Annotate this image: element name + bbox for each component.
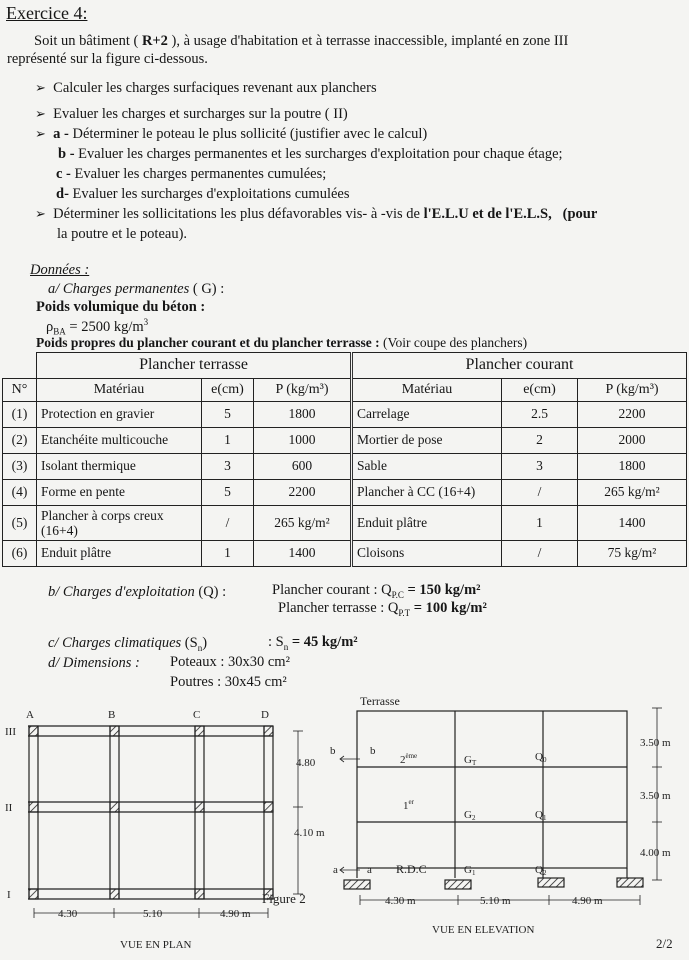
col-e-courant: e(cm) — [502, 378, 578, 401]
col-e-terrasse: e(cm) — [202, 378, 254, 401]
section-d: d/ Dimensions : — [48, 655, 140, 671]
plan-labels — [5, 709, 325, 951]
col-label-b: B — [108, 709, 116, 721]
col-materiau-terrasse: Matériau — [37, 378, 202, 401]
section-b-right: b — [370, 745, 376, 757]
elev-height-1: 3.50 m — [640, 737, 671, 749]
table-row: (4) Forme en pente 5 2200 Plancher à CC (16+4) / 265 kg/m² — [3, 479, 687, 505]
col-no: N° — [3, 378, 37, 401]
task-1: ➢ Calculer les charges surfaciques revenant aux planchers — [35, 80, 377, 96]
sn-value: : $S_n = 45$ kg/m² — [268, 634, 358, 652]
table-row: (1) Protection en gravier 5 1800 Carrelage 2.5 2200 — [3, 401, 687, 427]
arrow-bullet-icon: ➢ — [35, 126, 46, 141]
arrow-bullet-icon: ➢ — [35, 206, 46, 221]
row-label-ii: II — [5, 802, 13, 814]
task-3c: c - Evaluer les charges permanentes cumulées; — [56, 166, 327, 182]
col-p-courant: P (kg/m³) — [578, 378, 687, 401]
elev-height-2: 3.50 m — [640, 790, 671, 802]
section-a: a/ Charges permanentes ( G) : — [48, 281, 225, 297]
header-plancher-terrasse: Plancher terrasse — [37, 353, 352, 379]
table-row: (5) Plancher à corps creux (16+4) / 265 kg/m² Enduit plâtre 1 1400 — [3, 505, 687, 540]
q2-label: Q2 — [535, 864, 547, 877]
plan-dim-x1: 4.30 — [58, 908, 78, 920]
poteaux-dim: Poteaux : 30x30 cm² — [170, 654, 290, 670]
rho-value: $\rho_{BA} = 2500$ $kg/m^3$ — [46, 317, 149, 337]
table-row: (6) Enduit plâtre 1 1400 Cloisons / 75 kg/m² — [3, 540, 687, 566]
col-label-c: C — [193, 709, 201, 721]
poids-volumique: Poids volumique du béton : — [36, 299, 206, 315]
page-number: 2/2 — [656, 936, 673, 951]
elevation-caption: VUE EN ELEVATION — [432, 924, 535, 936]
elev-dim-x3: 4.90 m — [572, 895, 603, 907]
plan-dim-y2: 4.10 m — [294, 827, 325, 839]
q-plancher-terrasse: Plancher terrasse : $Q_{P.T} = 100$ kg/m² — [278, 600, 487, 618]
section-b: b/ Charges d'exploitation (Q) : — [48, 584, 227, 600]
plan-caption: VUE EN PLAN — [120, 939, 192, 951]
table-row: (2) Etanchéite multicouche 1 1000 Mortier de pose 2 2000 — [3, 427, 687, 453]
exercise-title: Exercice 4: — [6, 3, 88, 23]
intro-line-1: Soit un bâtiment ( R+2 ), à usage d'habitation et à terrasse inaccessible, implanté en zone III — [34, 33, 569, 49]
g2-label: G2 — [464, 809, 476, 822]
task-2: ➢ Evaluer les charges et surcharges sur la poutre ( II) — [35, 106, 348, 122]
plan-dim-y1: 4.80 — [296, 757, 316, 769]
elev-height-3: 4.00 m — [640, 847, 671, 859]
q1-label: Q1 — [535, 809, 547, 822]
task-4-line-2: la poutre et le poteau). — [57, 226, 188, 242]
plan-dim-x2: 5.10 — [143, 908, 163, 920]
g1-label: G1 — [464, 864, 476, 877]
task-3a: ➢ a - Déterminer le poteau le plus sollicité (justifier avec le calcul) — [35, 126, 428, 142]
q0-label: Q0 — [535, 751, 547, 764]
floor-1-label: 1er — [403, 798, 414, 812]
elev-dim-x1: 4.30 m — [385, 895, 416, 907]
floor-2-label: 2ème — [400, 752, 418, 766]
q-plancher-courant: Plancher courant : $Q_{P.C} = 150$ kg/m² — [272, 582, 481, 600]
arrow-bullet-icon: ➢ — [35, 80, 46, 95]
section-a-left: a — [333, 864, 338, 876]
col-label-a: A — [26, 709, 34, 721]
gt-label: GT — [464, 754, 477, 767]
row-label-i: I — [7, 889, 11, 901]
section-a-right: a — [367, 864, 372, 876]
elev-dim-x2: 5.10 m — [480, 895, 511, 907]
intro-line-2: représenté sur la figure ci-dessous. — [7, 51, 208, 67]
poutres-dim: Poutres : 30x45 cm² — [170, 674, 287, 690]
task-3b: b - Evaluer les charges permanentes et les surcharges d'exploitation pour chaque étage; — [58, 146, 563, 162]
task-4: ➢ Déterminer les sollicitations les plus défavorables vis- à -vis de l'E.L.U et de l'E.L.S, (pour — [35, 206, 598, 222]
header-plancher-courant: Plancher courant — [352, 353, 687, 379]
arrow-bullet-icon: ➢ — [35, 106, 46, 121]
col-label-d: D — [261, 709, 269, 721]
elevation-view — [340, 708, 662, 905]
rdc-label: R.D.C — [396, 862, 427, 876]
col-p-terrasse: P (kg/m³) — [254, 378, 352, 401]
task-3d: d- Evaluer les surcharges d'exploitations cumulées — [56, 186, 350, 202]
plan-dim-x3: 4.90 m — [220, 908, 251, 920]
donnees-heading: Données : — [30, 262, 90, 278]
terrasse-label: Terrasse — [360, 694, 400, 708]
section-c: c/ Charges climatiques $(S_n)$ — [48, 635, 208, 653]
col-materiau-courant: Matériau — [352, 378, 502, 401]
poids-propres: Poids propres du plancher courant et du plancher terrasse : (Voir coupe des planchers) — [36, 335, 528, 350]
plan-view — [28, 726, 303, 918]
table-row: (3) Isolant thermique 3 600 Sable 3 1800 — [3, 453, 687, 479]
section-b-left: b — [330, 745, 336, 757]
figure-label: Figure 2 — [262, 891, 306, 906]
row-label-iii: III — [5, 726, 16, 738]
